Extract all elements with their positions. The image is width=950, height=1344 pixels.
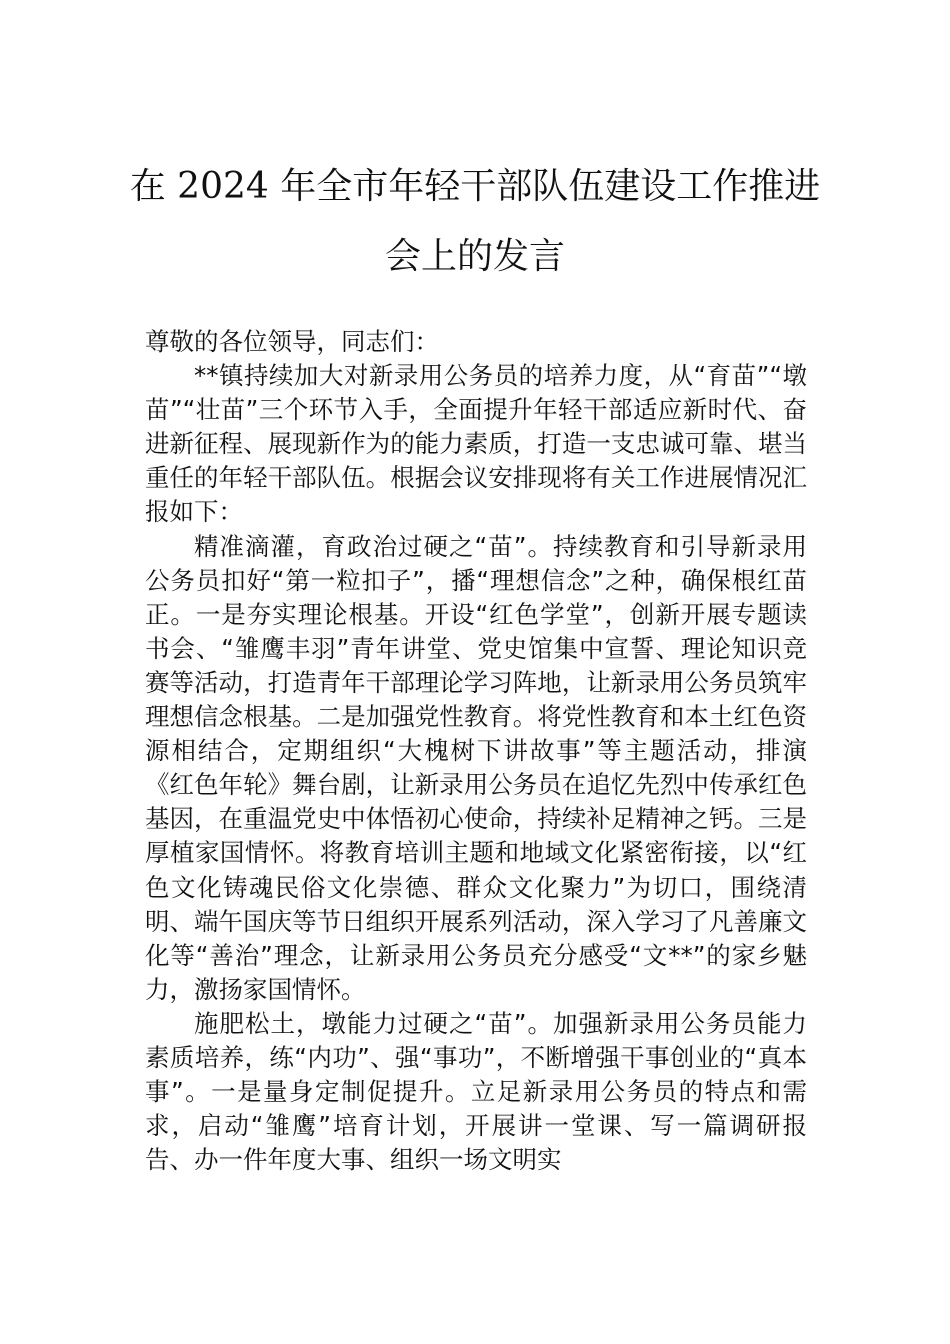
paragraph-intro: **镇持续加大对新录用公务员的培养力度，从“育苗”“墩苗”“壮苗”三个环节入手，全面提升年轻干部适应新时代、奋进新征程、展现新作为的能力素质，打造一支忠诚可靠、堪当重任的年轻干部队伍。根据会议安排现将有关工作进展情况汇报如下：	[145, 361, 807, 527]
document-title-line-2: 会上的发言	[384, 236, 565, 277]
document-body	[145, 325, 807, 1177]
paragraph-political: 精准滴灌，育政治过硬之“苗”。持续教育和引导新录用公务员扣好“第一粒扣子”，播“理想信念”之种，确保根红苗正。一是夯实理论根基。开设“红色学堂”，创新开展专题读书会、“雏鹰丰羽”青年讲堂、党史馆集中宣誓、理论知识竞赛等活动，打造青年干部理论学习阵地，让新录用公务员筑牢理想信念根基。二是加强党性教育。将党性教育和本土红色资源相结合，定期组织“大槐树下讲故事”等主题活动，排演《红色年轮》舞台剧，让新录用公务员在追忆先烈中传承红色基因，在重温党史中体悟初心使命，持续补足精神之钙。三是厚植家国情怀。将教育培训主题和地域文化紧密衔接，以“红色文化铸魂民俗文化崇德、群众文化聚力”为切口，围绕清明、端午国庆等节日组织开展系列活动，深入学习了凡善廉文化等“善治”理念，让新录用公务员充分感受“文**”的家乡魅力，激扬家国情怀。	[145, 531, 807, 1004]
document-title-line-1: 在 2024 年全市年轻干部队伍建设工作推进	[129, 166, 821, 207]
salutation: 尊敬的各位领导，同志们：	[145, 327, 439, 356]
paragraph-ability: 施肥松土，墩能力过硬之“苗”。加强新录用公务员能力素质培养，练“内功”、强“事功”，不断增强干事创业的“真本事”。一是量身定制促提升。立足新录用公务员的特点和需求，启动“雏鹰”培育计划，开展讲一堂课、写一篇调研报告、办一件年度大事、组织一场文明实	[145, 1008, 807, 1175]
